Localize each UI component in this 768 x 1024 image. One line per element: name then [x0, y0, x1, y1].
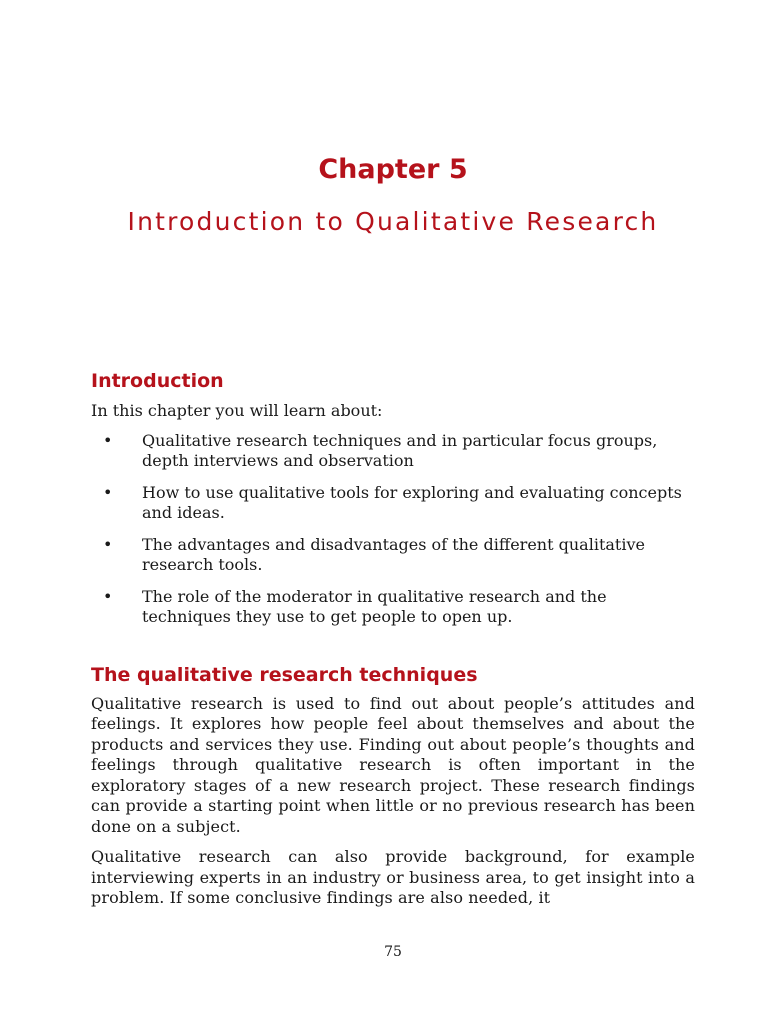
- chapter-title: Introduction to Qualitative Research: [127, 207, 659, 236]
- body-paragraph: Qualitative research is used to find out about people’s attitudes and feelings. It explores how people feel about themselves and about the products and services they use. Finding out about people’s thoughts and feelings through qualitative research is often important in the exploratory stages of a new research project. These research findings can provide a starting point when little or no previous research has been done on a subject.: [91, 693, 695, 836]
- page-number: 75: [384, 944, 402, 960]
- introduction-lead: In this chapter you will learn about:: [91, 401, 383, 420]
- list-item-text: Qualitative research techniques and in particular focus groups, depth interviews and observation: [142, 430, 658, 470]
- list-item-text: How to use qualitative tools for exploring and evaluating concepts and ideas.: [142, 482, 682, 522]
- list-item: [91, 431, 695, 472]
- bullet-icon: •: [103, 534, 113, 554]
- body-paragraph: Qualitative research can also provide background, for example interviewing experts in an industry or business area, to get insight into a problem. If some conclusive findings are also needed, it: [91, 847, 695, 907]
- introduction-section: [91, 368, 695, 628]
- bullet-icon: •: [103, 482, 113, 502]
- list-item: [91, 587, 695, 628]
- list-item-text: The role of the moderator in qualitative research and the techniques they use to get people to open up.: [142, 586, 607, 626]
- list-item: [91, 535, 695, 576]
- learning-objectives-list: [91, 431, 695, 628]
- bullet-icon: •: [103, 586, 113, 606]
- list-item-text: The advantages and disadvantages of the different qualitative research tools.: [142, 534, 645, 574]
- introduction-heading: Introduction: [91, 370, 224, 392]
- list-item: [91, 483, 695, 524]
- chapter-number: Chapter 5: [318, 154, 468, 185]
- techniques-section: [91, 662, 695, 909]
- techniques-heading: The qualitative research techniques: [91, 663, 478, 686]
- page-content: [91, 368, 695, 909]
- bullet-icon: •: [103, 430, 113, 450]
